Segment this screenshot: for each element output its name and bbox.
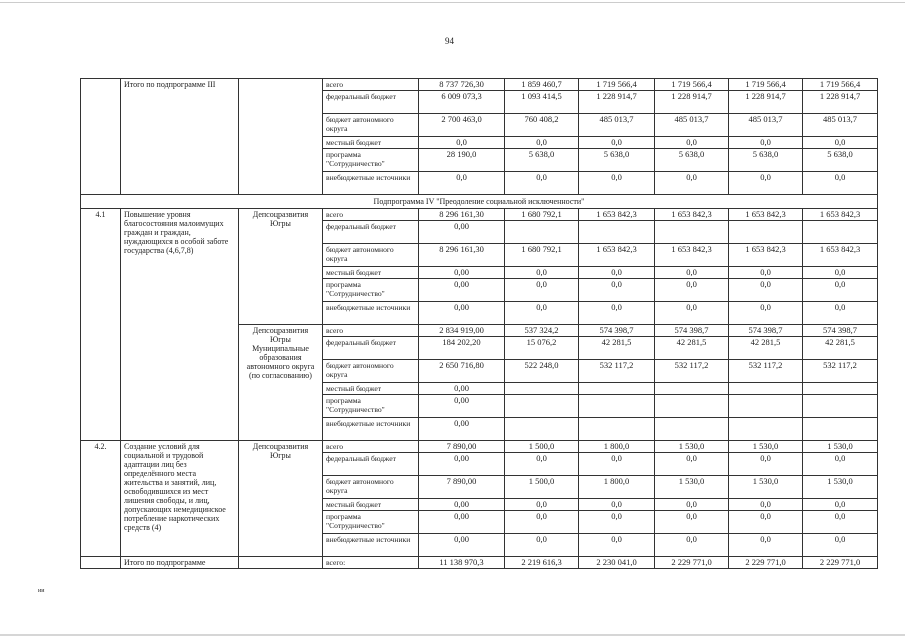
amount-cell: 532 117,2 [655,360,729,383]
amount-cell: 485 013,7 [655,114,729,137]
funding-source-cell: всего [323,441,419,453]
amount-cell: 1 719 566,4 [729,79,803,91]
item-number-cell: 4.2. [81,441,121,557]
funding-source-cell: бюджет автономного округа [323,244,419,267]
amount-cell: 0,0 [803,137,878,149]
amount-cell: 5 638,0 [803,149,878,172]
amount-cell: 0,00 [419,395,505,418]
amount-cell: 760 408,2 [505,114,579,137]
amount-cell: 485 013,7 [803,114,878,137]
amount-cell: 0,0 [505,499,579,511]
amount-cell [579,383,655,395]
amount-cell: 1 228 914,7 [579,91,655,114]
amount-cell [579,221,655,244]
amount-cell: 0,00 [419,499,505,511]
amount-cell: 42 281,5 [729,337,803,360]
empty-number-cell [81,79,121,195]
scan-edge-bottom [0,634,905,636]
amount-cell: 0,0 [803,499,878,511]
amount-cell: 2 650 716,80 [419,360,505,383]
amount-cell: 8 296 161,30 [419,209,505,221]
amount-cell: 0,00 [419,279,505,302]
amount-cell [579,418,655,441]
amount-cell: 0,0 [655,279,729,302]
amount-cell [655,418,729,441]
amount-cell: 0,00 [419,267,505,279]
amount-cell: 0,0 [579,279,655,302]
amount-cell: 574 398,7 [803,325,878,337]
amount-cell [505,395,579,418]
funding-source-cell: местный бюджет [323,499,419,511]
funding-source-cell: федеральный бюджет [323,337,419,360]
item-name-cell: Создание условий для социальной и трудовой адаптации лиц без определённого места жительства и занятий, лиц, освободившихся из мест лишения свободы, и лиц, допускающих немедицинское потребление наркотических средств (4) [121,441,239,557]
section-header-row [81,195,878,209]
amount-cell: 1 500,0 [505,441,579,453]
amount-cell: 0,0 [655,534,729,557]
amount-cell: 0,0 [803,279,878,302]
funding-source-cell: местный бюджет [323,383,419,395]
amount-cell: 1 228 914,7 [803,91,878,114]
budget-table [80,78,878,569]
amount-cell: 1 680 792,1 [505,244,579,267]
amount-cell: 0,0 [505,137,579,149]
funding-source-cell: внебюджетные источники [323,418,419,441]
amount-cell: 0,0 [655,499,729,511]
page-number: 94 [445,36,454,46]
amount-cell: 15 076,2 [505,337,579,360]
amount-cell: 0,0 [729,534,803,557]
amount-cell: 0,0 [729,511,803,534]
amount-cell: 6 009 073,3 [419,91,505,114]
amount-cell: 0,00 [419,221,505,244]
amount-cell: 1 093 414,5 [505,91,579,114]
subprogram-header: Подпрограмма IV "Преодоление социальной исключенности" [81,195,878,209]
table-row [81,441,878,453]
amount-cell: 0,0 [505,279,579,302]
amount-cell: 574 398,7 [579,325,655,337]
amount-cell: 0,0 [505,534,579,557]
amount-cell: 0,0 [729,267,803,279]
amount-cell: 0,0 [803,453,878,476]
amount-cell: 0,00 [419,453,505,476]
funding-source-cell: федеральный бюджет [323,91,419,114]
amount-cell [655,221,729,244]
amount-cell: 0,0 [579,499,655,511]
funding-source-cell: внебюджетные источники [323,172,419,195]
amount-cell: 1 530,0 [655,476,729,499]
amount-cell: 0,0 [419,137,505,149]
amount-cell: 0,0 [579,534,655,557]
amount-cell [505,221,579,244]
amount-cell: 1 653 842,3 [655,209,729,221]
amount-cell: 42 281,5 [579,337,655,360]
amount-cell: 0,0 [803,172,878,195]
amount-cell: 2 834 919,00 [419,325,505,337]
executor-cell: Депсоцразвития Югры [239,209,323,325]
amount-cell: 0,0 [505,172,579,195]
amount-cell: 8 296 161,30 [419,244,505,267]
item-number-cell: 4.1 [81,209,121,441]
amount-cell: 485 013,7 [579,114,655,137]
amount-cell: 1 500,0 [505,476,579,499]
amount-cell: 1 530,0 [655,441,729,453]
amount-cell: 485 013,7 [729,114,803,137]
amount-cell [803,418,878,441]
amount-cell: 2 229 771,0 [803,557,878,569]
amount-cell: 0,0 [579,511,655,534]
amount-cell: 7 890,00 [419,441,505,453]
amount-cell [505,383,579,395]
amount-cell: 1 653 842,3 [655,244,729,267]
amount-cell: 0,0 [579,453,655,476]
amount-cell: 0,0 [729,302,803,325]
amount-cell [655,383,729,395]
amount-cell: 0,0 [505,302,579,325]
amount-cell [803,395,878,418]
amount-cell: 0,0 [655,267,729,279]
amount-cell: 5 638,0 [505,149,579,172]
funding-source-cell: федеральный бюджет [323,221,419,244]
amount-cell: 1 530,0 [803,441,878,453]
amount-cell: 1 800,0 [579,441,655,453]
amount-cell: 184 202,20 [419,337,505,360]
amount-cell: 0,00 [419,383,505,395]
amount-cell: 1 653 842,3 [803,209,878,221]
amount-cell: 42 281,5 [803,337,878,360]
table-body [81,79,878,569]
amount-cell: 42 281,5 [655,337,729,360]
amount-cell: 0,0 [579,172,655,195]
table-row [81,79,878,91]
amount-cell: 2 229 771,0 [655,557,729,569]
funding-source-cell: программа "Сотрудничество" [323,395,419,418]
amount-cell: 1 228 914,7 [729,91,803,114]
amount-cell: 0,0 [579,267,655,279]
funding-source-cell: федеральный бюджет [323,453,419,476]
table-row [81,209,878,221]
amount-cell: 0,0 [803,534,878,557]
amount-cell: 0,0 [803,511,878,534]
amount-cell: 522 248,0 [505,360,579,383]
amount-cell: 1 530,0 [729,476,803,499]
item-name-cell: Повышение уровня благосостояния малоимущих граждан и граждан, нуждающихся в особой заботе государства (4,6,7,8) [121,209,239,441]
amount-cell: 2 230 041,0 [579,557,655,569]
amount-cell: 537 324,2 [505,325,579,337]
funding-source-cell: бюджет автономного округа [323,360,419,383]
amount-cell: 0,00 [419,418,505,441]
amount-cell: 0,00 [419,302,505,325]
funding-source-cell: внебюджетные источники [323,534,419,557]
amount-cell: 0,0 [729,137,803,149]
funding-source-cell: всего [323,79,419,91]
amount-cell: 0,0 [803,267,878,279]
amount-cell: 1 653 842,3 [803,244,878,267]
funding-source-cell: всего [323,209,419,221]
amount-cell: 574 398,7 [729,325,803,337]
amount-cell: 0,0 [505,511,579,534]
amount-cell: 0,0 [579,137,655,149]
amount-cell: 5 638,0 [579,149,655,172]
amount-cell [729,221,803,244]
amount-cell: 0,0 [505,267,579,279]
amount-cell: 1 228 914,7 [655,91,729,114]
amount-cell: 0,00 [419,534,505,557]
scan-edge-top [0,2,905,3]
amount-cell: 0,0 [729,172,803,195]
amount-cell: 1 719 566,4 [579,79,655,91]
funding-source-cell: бюджет автономного округа [323,114,419,137]
amount-cell: 1 530,0 [729,441,803,453]
amount-cell: 1 719 566,4 [803,79,878,91]
amount-cell: 0,0 [419,172,505,195]
amount-cell [655,395,729,418]
amount-cell: 0,00 [419,511,505,534]
amount-cell: 1 530,0 [803,476,878,499]
empty-number-cell [81,557,121,569]
amount-cell [505,418,579,441]
funding-source-cell: программа "Сотрудничество" [323,511,419,534]
amount-cell [729,383,803,395]
funding-source-cell: всего [323,325,419,337]
amount-cell: 7 890,00 [419,476,505,499]
amount-cell: 11 138 970,3 [419,557,505,569]
amount-cell: 1 653 842,3 [579,244,655,267]
amount-cell: 1 859 460,7 [505,79,579,91]
amount-cell: 8 737 726,30 [419,79,505,91]
funding-source-cell: программа "Сотрудничество" [323,279,419,302]
amount-cell: 532 117,2 [729,360,803,383]
amount-cell: 532 117,2 [579,360,655,383]
corner-mark: ии [38,588,45,594]
amount-cell: 2 229 771,0 [729,557,803,569]
funding-source-cell: местный бюджет [323,137,419,149]
amount-cell: 0,0 [655,511,729,534]
amount-cell [803,221,878,244]
amount-cell: 5 638,0 [655,149,729,172]
amount-cell: 1 653 842,3 [579,209,655,221]
funding-source-cell: местный бюджет [323,267,419,279]
empty-executor-cell [239,557,323,569]
amount-cell: 1 680 792,1 [505,209,579,221]
amount-cell: 1 719 566,4 [655,79,729,91]
amount-cell [729,418,803,441]
table-row [81,557,878,569]
amount-cell: 2 700 463,0 [419,114,505,137]
executor-cell: Депсоцразвития Югры [239,441,323,557]
amount-cell: 0,0 [729,279,803,302]
funding-source-cell: бюджет автономного округа [323,476,419,499]
amount-cell: 574 398,7 [655,325,729,337]
amount-cell: 1 653 842,3 [729,244,803,267]
amount-cell: 0,0 [655,172,729,195]
amount-cell: 0,0 [803,302,878,325]
amount-cell: 28 190,0 [419,149,505,172]
subtotal-title-cell: Итого по подпрограмме III [121,79,239,195]
amount-cell: 0,0 [729,453,803,476]
amount-cell [729,395,803,418]
amount-cell: 0,0 [505,453,579,476]
amount-cell [579,395,655,418]
amount-cell: 5 638,0 [729,149,803,172]
amount-cell: 1 653 842,3 [729,209,803,221]
amount-cell: 0,0 [655,137,729,149]
amount-cell: 532 117,2 [803,360,878,383]
funding-source-cell: всего: [323,557,419,569]
amount-cell: 2 219 616,3 [505,557,579,569]
amount-cell: 0,0 [579,302,655,325]
amount-cell: 0,0 [655,453,729,476]
amount-cell: 0,0 [655,302,729,325]
funding-source-cell: программа "Сотрудничество" [323,149,419,172]
subtotal-title-cell: Итого по подпрограмме [121,557,239,569]
amount-cell [803,383,878,395]
funding-source-cell: внебюджетные источники [323,302,419,325]
empty-executor-cell [239,79,323,195]
amount-cell: 0,0 [729,499,803,511]
amount-cell: 1 800,0 [579,476,655,499]
executor-cell: Депсоцразвития Югры Муниципальные образования автономного округа (по согласованию) [239,325,323,441]
